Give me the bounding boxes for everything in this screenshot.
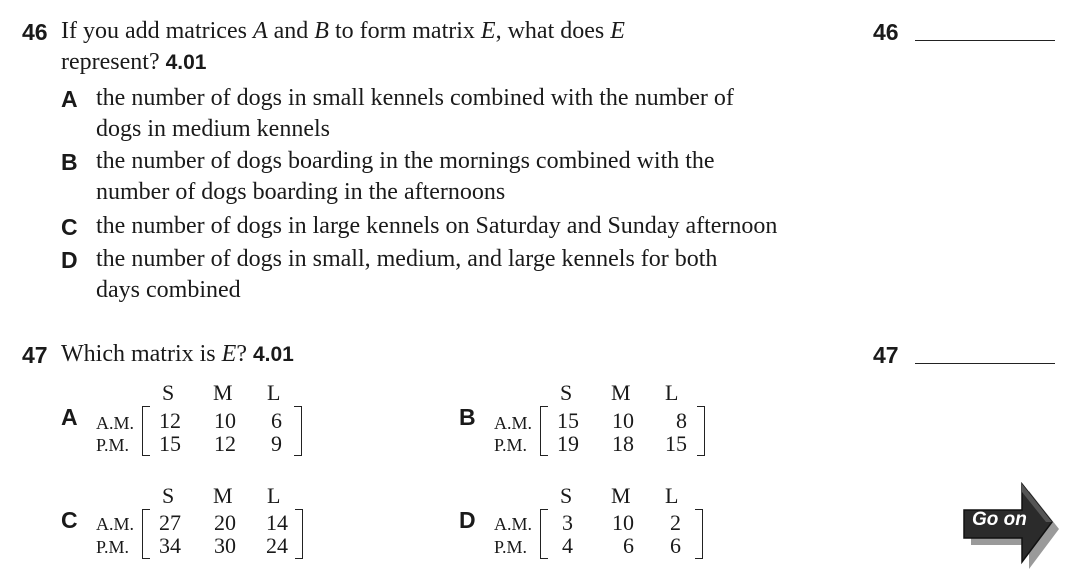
option-text: the number of dogs in large kennels on Saturday and Sunday afternoon — [96, 213, 778, 239]
answer-47-line[interactable] — [915, 363, 1055, 364]
go-on-label: Go on — [972, 509, 1027, 530]
option-letter[interactable]: C — [61, 507, 78, 533]
option-letter[interactable]: D — [459, 507, 476, 533]
question-46-number: 46 — [22, 19, 48, 45]
question-47-number: 47 — [22, 342, 48, 368]
option-letter[interactable]: A — [61, 86, 78, 112]
right-bracket — [695, 509, 703, 559]
option-text: the number of dogs in small, medium, and large kennels for both days combined — [96, 246, 718, 303]
option-text: the number of dogs boarding in the mornings combined with the number of dogs boarding in the afternoons — [96, 148, 715, 205]
option-letter[interactable]: A — [61, 404, 78, 430]
right-bracket — [697, 406, 705, 456]
option-letter[interactable]: B — [61, 149, 78, 175]
standard-ref: 4.01 — [165, 51, 207, 74]
option-letter[interactable]: C — [61, 214, 78, 240]
option-letter[interactable]: D — [61, 247, 78, 273]
question-47-text: Which matrix is E? 4.01 — [61, 341, 294, 367]
answer-46-line[interactable] — [915, 40, 1055, 41]
question-46-text: If you add matrices A and B to form matrix E, what does E represent? 4.01 — [61, 18, 625, 75]
right-bracket — [295, 509, 303, 559]
go-on-arrow[interactable] — [960, 482, 1060, 577]
option-letter[interactable]: B — [459, 404, 476, 430]
option-text: the number of dogs in small kennels combined with the number of dogs in medium kennels — [96, 85, 734, 142]
standard-ref: 4.01 — [252, 343, 294, 366]
answer-47-number: 47 — [873, 342, 899, 368]
answer-46-number: 46 — [873, 19, 899, 45]
right-bracket — [294, 406, 302, 456]
